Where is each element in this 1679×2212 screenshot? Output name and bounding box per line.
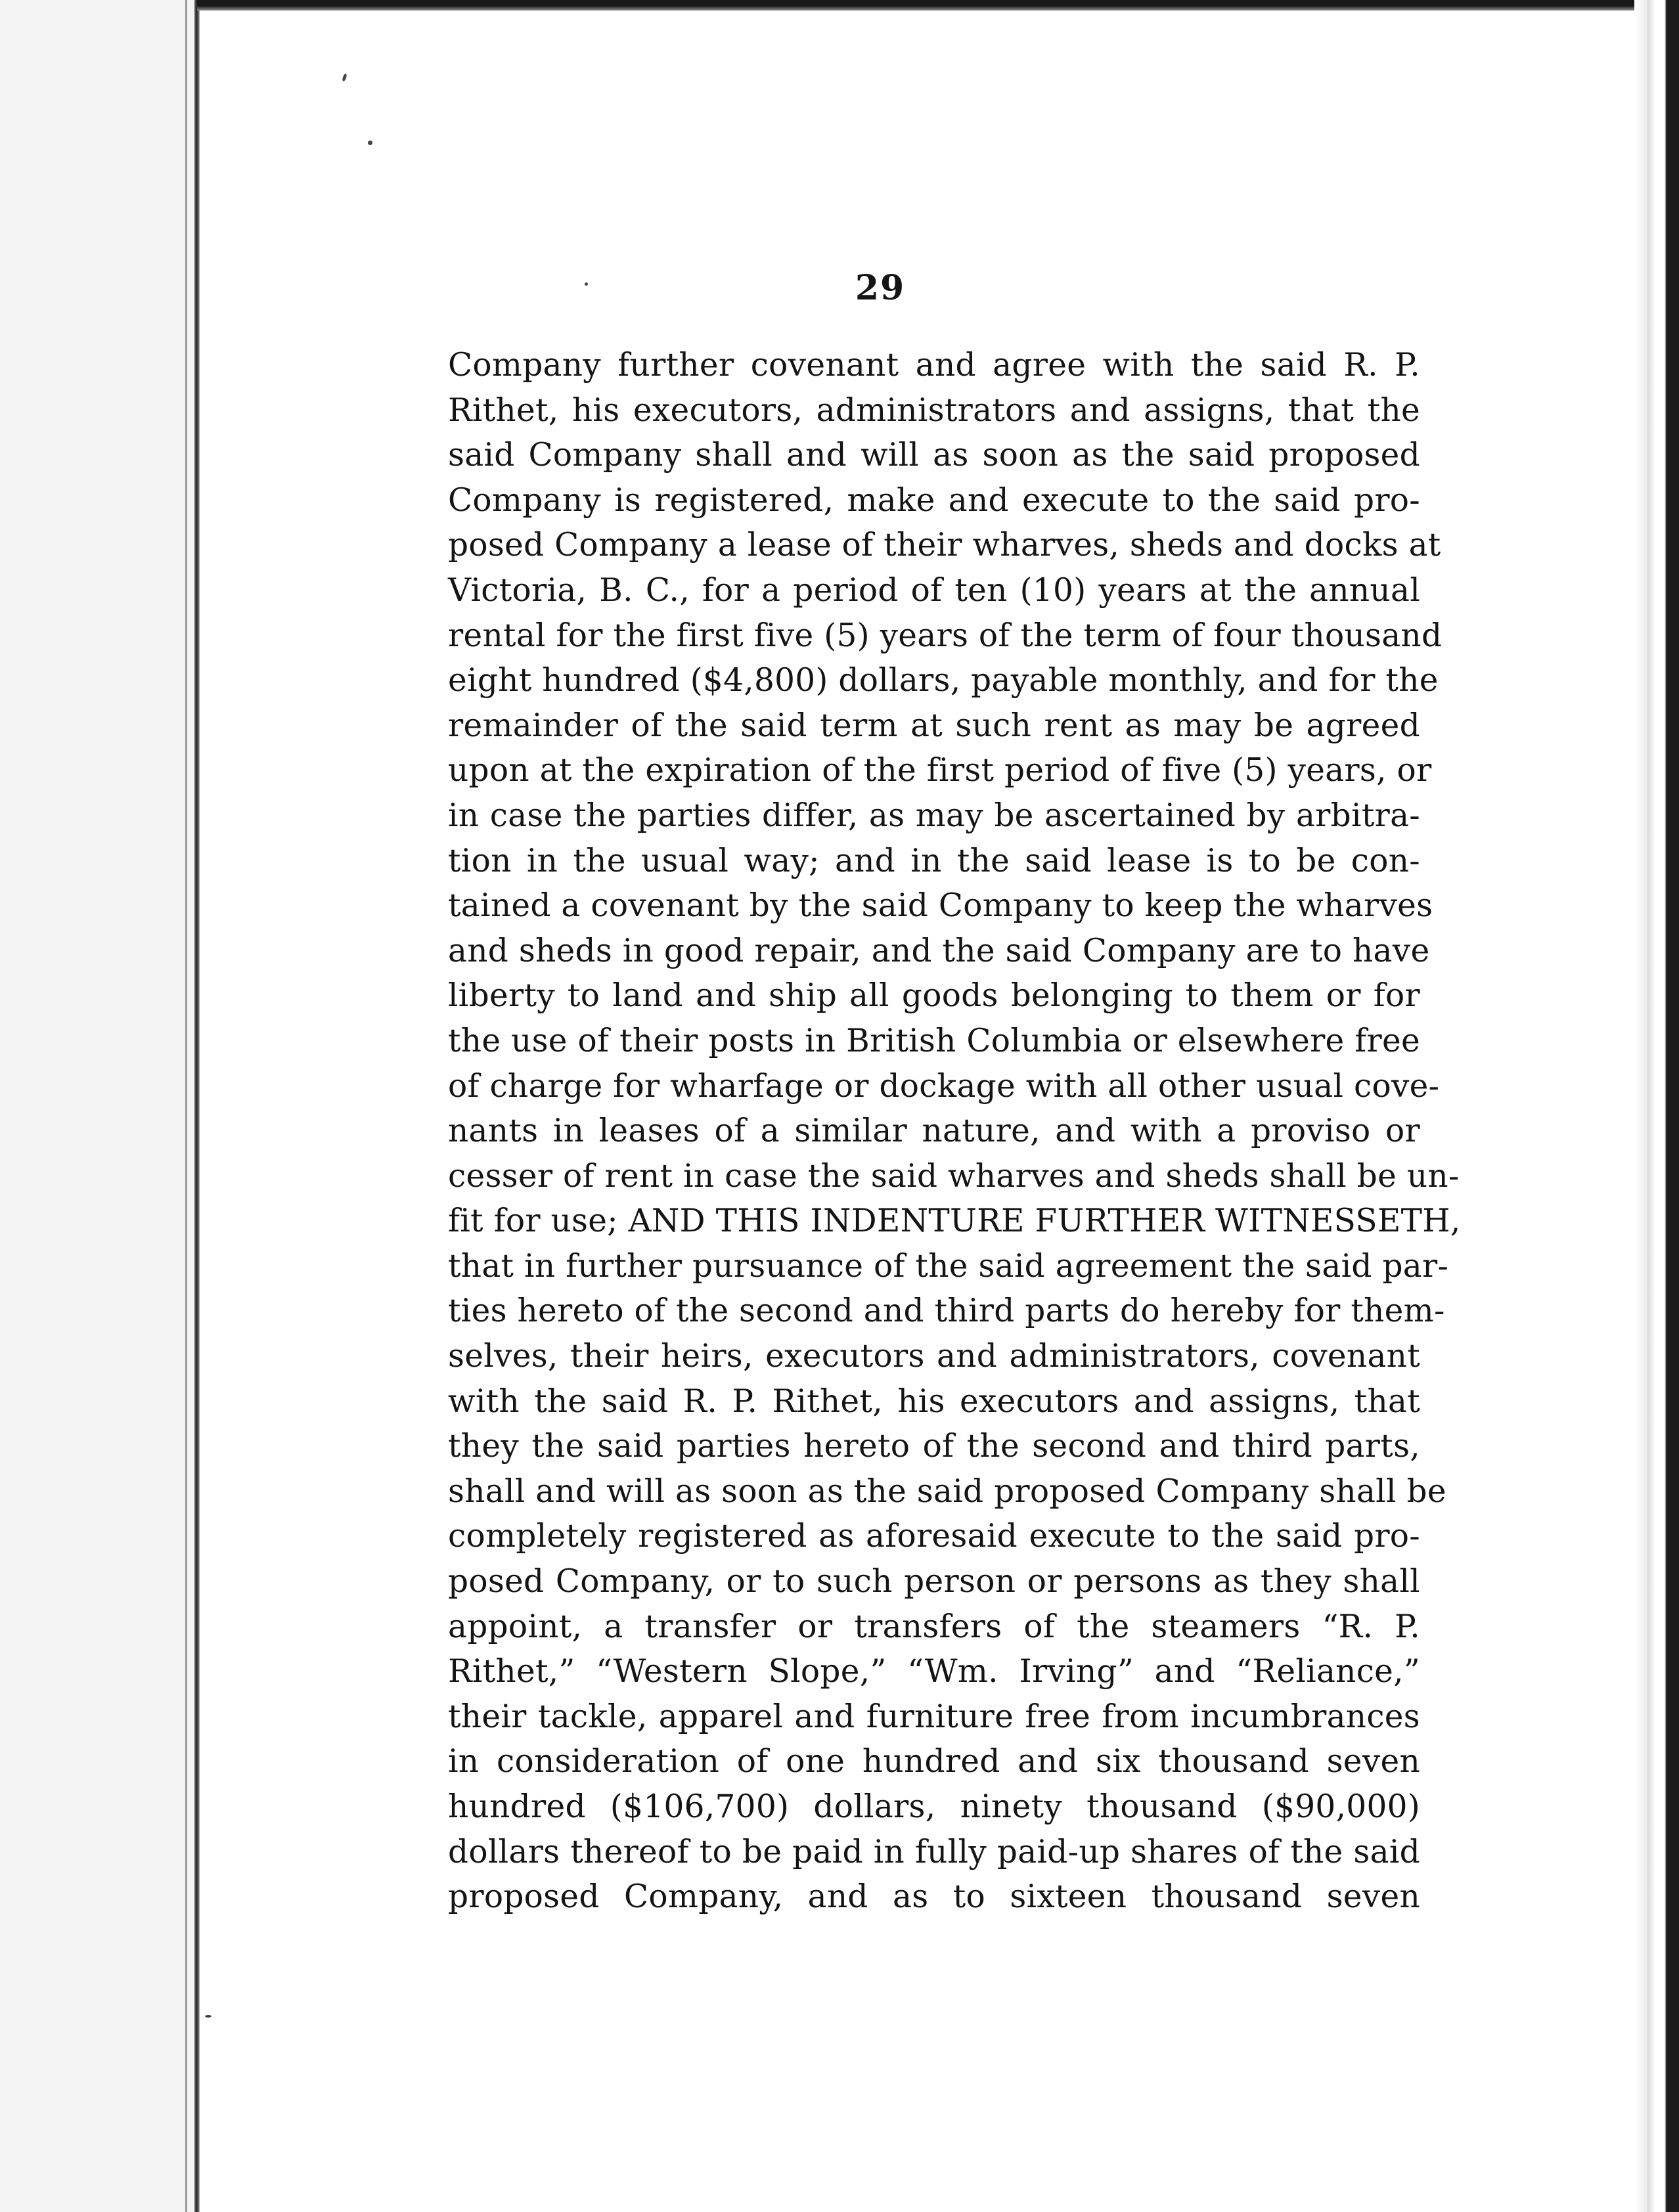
top-scan-border: [197, 0, 1662, 11]
right-page-shadow: [1634, 0, 1647, 2212]
text-line: remainder of the said term at such rent as may be agreed: [448, 707, 1420, 744]
text-line: their tackle, apparel and furniture free from incumbrances: [448, 1698, 1420, 1735]
text-line: the use of their posts in British Columbia or elsewhere free: [448, 1022, 1421, 1059]
text-line: appoint, a transfer or transfers of the steamers “R. P.: [448, 1608, 1420, 1645]
text-line: hundred ($106,700) dollars, ninety thousand ($90,000): [448, 1788, 1420, 1825]
text-line: rental for the first five (5) years of the term of four thousand: [448, 617, 1443, 654]
leaf-edge-line: [185, 0, 187, 2212]
text-line: posed Company a lease of their wharves, sheds and docks at: [448, 527, 1441, 564]
text-line: eight hundred ($4,800) dollars, payable monthly, and for the: [448, 662, 1439, 699]
page-gutter: [194, 0, 200, 2212]
text-line: completely registered as aforesaid execute to the said pro-: [448, 1518, 1420, 1555]
text-line: Rithet, his executors, administrators and assigns, that the: [448, 391, 1420, 429]
scan-speck: [205, 2015, 212, 2018]
text-line: with the said R. P. Rithet, his executors and assigns, that: [448, 1382, 1420, 1420]
text-line: Company further covenant and agree with the said R. P.: [448, 347, 1420, 384]
body-text: [448, 343, 1461, 1920]
text-line: dollars thereof to be paid in fully paid-up shares of the said: [448, 1833, 1420, 1870]
page-number: 29: [855, 268, 906, 308]
text-line: Victoria, B. C., for a period of ten (10) years at the annual: [448, 571, 1420, 609]
text-line: selves, their heirs, executors and administrators, covenant: [448, 1338, 1420, 1375]
text-line: that in further pursuance of the said agreement the said par-: [448, 1247, 1449, 1285]
text-line: tion in the usual way; and in the said lease is to be con-: [448, 842, 1420, 879]
text-line: proposed Company, and as to sixteen thousand seven: [448, 1878, 1420, 1916]
text-line: and sheds in good repair, and the said Company are to have: [448, 932, 1430, 969]
text-line: of charge for wharfage or dockage with all other usual cove-: [448, 1067, 1440, 1105]
text-line: they the said parties hereto of the second and third parts,: [448, 1428, 1420, 1465]
text-line: cesser of rent in case the said wharves and sheds shall be un-: [448, 1157, 1460, 1195]
text-line: tained a covenant by the said Company to keep the wharves: [448, 887, 1433, 925]
text-line: liberty to land and ship all goods belonging to them or for: [448, 977, 1420, 1015]
scan-speck: [585, 282, 588, 286]
text-line: Rithet,” “Western Slope,” “Wm. Irving” and “Reliance,”: [448, 1653, 1420, 1691]
text-line: upon at the expiration of the first period of five (5) years, or: [448, 752, 1432, 789]
text-line: in consideration of one hundred and six thousand seven: [448, 1743, 1420, 1781]
text-line: fit for use; AND THIS INDENTURE FURTHER WITNESSETH,: [448, 1203, 1461, 1240]
text-line: shall and will as soon as the said proposed Company shall be: [448, 1472, 1446, 1510]
text-line: in case the parties differ, as may be ascertained by arbitra-: [448, 797, 1420, 834]
text-line: said Company shall and will as soon as the said proposed: [448, 437, 1420, 474]
scan-speck: [368, 141, 372, 145]
text-line: nants in leases of a similar nature, and with a proviso or: [448, 1113, 1420, 1150]
right-scan-border: [1647, 0, 1679, 2212]
scan-speck: [342, 74, 347, 82]
text-line: posed Company, or to such person or persons as they shall: [448, 1563, 1420, 1601]
previous-leaf-edge: [0, 0, 196, 2212]
text-line: ties hereto of the second and third parts do hereby for them-: [448, 1293, 1445, 1330]
text-line: Company is registered, make and execute to the said pro-: [448, 481, 1420, 519]
